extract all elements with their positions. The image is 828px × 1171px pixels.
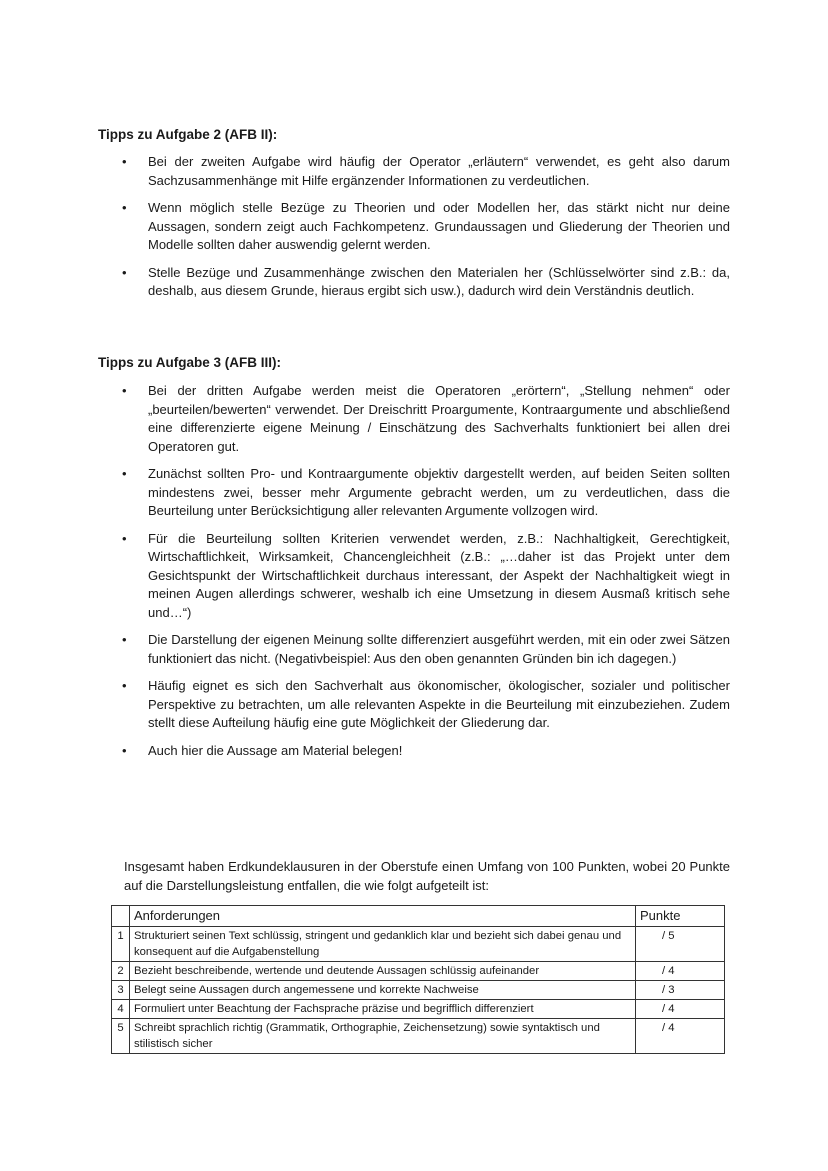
section-3-heading: Tipps zu Aufgabe 3 (AFB III): [98, 355, 281, 370]
summary-intro: Insgesamt haben Erdkundeklausuren in der Oberstufe einen Umfang von 100 Punkten, wobei 20 Punkte auf die Darstellungsleistung entfallen, die wie folgt aufgeteilt ist: [124, 859, 730, 893]
row-number: 3 [112, 981, 130, 1000]
list-item: • Stelle Bezüge und Zusammenhänge zwischen den Materialen her (Schlüsselwörter sind z.B.: da, deshalb, aus diesem Grunde, hieraus ergibt sich usw.), dadurch wird dein Verständnis deutlich. [120, 264, 730, 301]
table-row [112, 981, 725, 1000]
list-item: • Wenn möglich stelle Bezüge zu Theorien und oder Modellen her, das stärkt nicht nur deine Aussagen, sondern zeigt auch Fachkompetenz. Grundaussagen und Gliederung der Theorien und Modelle sollten daher auswendig gelernt werden. [120, 199, 730, 255]
row-requirement: Strukturiert seinen Text schlüssig, stringent und gedanklich klar und bezieht sich dabei genau und konsequent auf die Aufgabenstellung [130, 927, 636, 962]
row-points: / 5 [636, 927, 725, 962]
row-points: / 3 [636, 981, 725, 1000]
table-row [112, 962, 725, 981]
section-3-tips-list [120, 382, 730, 769]
table-row [112, 1000, 725, 1019]
list-item: • Bei der zweiten Aufgabe wird häufig der Operator „erläutern“ verwendet, es geht also darum Sachzusammenhänge mit Hilfe ergänzender Informationen zu verdeutlichen. [120, 153, 730, 190]
grading-table [111, 905, 725, 1054]
table-header-points: Punkte [636, 906, 725, 927]
row-number: 2 [112, 962, 130, 981]
table-header-row [112, 906, 725, 927]
section-2-heading: Tipps zu Aufgabe 2 (AFB II): [98, 127, 278, 142]
table-header-num [112, 906, 130, 927]
table-row [112, 927, 725, 962]
row-requirement: Bezieht beschreibende, wertende und deutende Aussagen schlüssig aufeinander [130, 962, 636, 981]
list-item: • Zunächst sollten Pro- und Kontraargumente objektiv dargestellt werden, auf beiden Seiten sollten mindestens zwei, besser mehr Argumente gebracht werden, um zu verdeutlichen, dass die Beurteilung unter Berücksichtigung aller relevanten Argumente vollzogen wird. [120, 465, 730, 521]
row-number: 5 [112, 1019, 130, 1054]
row-points: / 4 [636, 1019, 725, 1054]
table-row [112, 1019, 725, 1054]
row-requirement: Belegt seine Aussagen durch angemessene und korrekte Nachweise [130, 981, 636, 1000]
list-item: • Auch hier die Aussage am Material belegen! [120, 742, 730, 761]
row-requirement: Formuliert unter Beachtung der Fachsprache präzise und begrifflich differenziert [130, 1000, 636, 1019]
row-points: / 4 [636, 962, 725, 981]
list-item: • Für die Beurteilung sollten Kriterien verwendet werden, z.B.: Nachhaltigkeit, Gerechtigkeit, Wirtschaftlichkeit, Wirksamkeit, Chancengleichheit (z.B.: „…daher ist das Projekt unter dem Gesichtspunkt der Wirtschaftlichkeit durchaus interessant, der Aspekt der Nachhaltigkeit wiegt in meinen Augen allerdings schwerer, weshalb ich eine Umsetzung in diesem Ausmaß kritisch sehe und…“) [120, 530, 730, 623]
list-item: • Bei der dritten Aufgabe werden meist die Operatoren „erörtern“, „Stellung nehmen“ oder „beurteilen/bewerten“ verwendet. Der Dreischritt Proargumente, Kontraargumente und abschließend eine differenzierte eigene Meinung / Einschätzung des Sachverhalts funktioniert bei allen drei Operatoren gut. [120, 382, 730, 456]
row-number: 4 [112, 1000, 130, 1019]
row-requirement: Schreibt sprachlich richtig (Grammatik, Orthographie, Zeichensetzung) sowie syntaktisch und stilistisch sicher [130, 1019, 636, 1054]
list-item: • Häufig eignet es sich den Sachverhalt aus ökonomischer, ökologischer, sozialer und politischer Perspektive zu betrachten, um alle relevanten Aspekte in die Beurteilung mit einzubeziehen. Zudem stellt diese Aufteilung häufig eine gute Möglichkeit der Gliederung dar. [120, 677, 730, 733]
row-number: 1 [112, 927, 130, 962]
list-item: • Die Darstellung der eigenen Meinung sollte differenziert ausgeführt werden, mit ein oder zwei Sätzen funktioniert das nicht. (Negativbeispiel: Aus den oben genannten Gründen bin ich dagegen.) [120, 631, 730, 668]
section-2-tips-list [120, 153, 730, 310]
table-header-requirements: Anforderungen [130, 906, 636, 927]
row-points: / 4 [636, 1000, 725, 1019]
